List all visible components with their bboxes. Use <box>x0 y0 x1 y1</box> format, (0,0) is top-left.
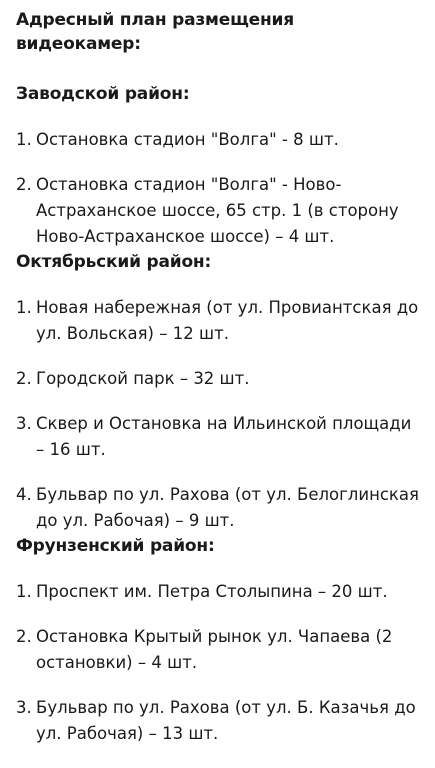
district-heading: Октябрьский район: <box>16 252 212 272</box>
list-item-text: Остановка стадион "Волга" - 8 шт. <box>36 130 339 149</box>
page-title: Адресный план размещения видеокамер: <box>16 10 294 54</box>
list-item-number: 3. <box>16 414 32 433</box>
list-item <box>16 695 423 747</box>
camera-location-list <box>16 579 423 747</box>
list-item-text: Остановка Крытый рынок ул. Чапаева (2 остановки) – 4 шт. <box>36 627 393 672</box>
list-item <box>16 366 423 392</box>
list-item-text: Новая набережная (от ул. Провиантская до ул. Вольская) – 12 шт. <box>36 298 419 343</box>
list-item-text: Остановка стадион "Волга" - Ново-Астраханское шоссе, 65 стр. 1 (в сторону Ново-Астраханское шоссе) – 4 шт. <box>36 175 399 246</box>
list-item <box>16 411 423 463</box>
list-item-text: Городской парк – 32 шт. <box>36 369 250 388</box>
district-heading: Фрунзенский район: <box>16 536 215 556</box>
camera-location-list <box>16 127 423 250</box>
list-item-number: 2. <box>16 175 32 194</box>
district-zavodskoy <box>16 82 423 250</box>
list-item-text: Бульвар по ул. Рахова (от ул. Белоглинская до ул. Рабочая) – 9 шт. <box>36 485 419 530</box>
list-item-number: 1. <box>16 298 32 317</box>
list-item-text: Бульвар по ул. Рахова (от ул. Б. Казачья до ул. Рабочая) – 13 шт. <box>36 698 416 743</box>
camera-location-list <box>16 295 423 534</box>
district-heading: Заводской район: <box>16 84 190 104</box>
list-item <box>16 127 423 153</box>
list-item-number: 1. <box>16 130 32 149</box>
list-item-number: 2. <box>16 369 32 388</box>
list-item-number: 4. <box>16 485 32 504</box>
list-item-number: 2. <box>16 627 32 646</box>
district-frunzensky <box>16 534 423 747</box>
list-item <box>16 295 423 347</box>
list-item <box>16 579 423 605</box>
list-item <box>16 624 423 676</box>
list-item-number: 3. <box>16 698 32 717</box>
district-oktyabrsky <box>16 250 423 534</box>
list-item-number: 1. <box>16 582 32 601</box>
list-item <box>16 482 423 534</box>
list-item <box>16 172 423 250</box>
list-item-text: Сквер и Остановка на Ильинской площади – 16 шт. <box>36 414 412 459</box>
list-item-text: Проспект им. Петра Столыпина – 20 шт. <box>36 582 388 601</box>
